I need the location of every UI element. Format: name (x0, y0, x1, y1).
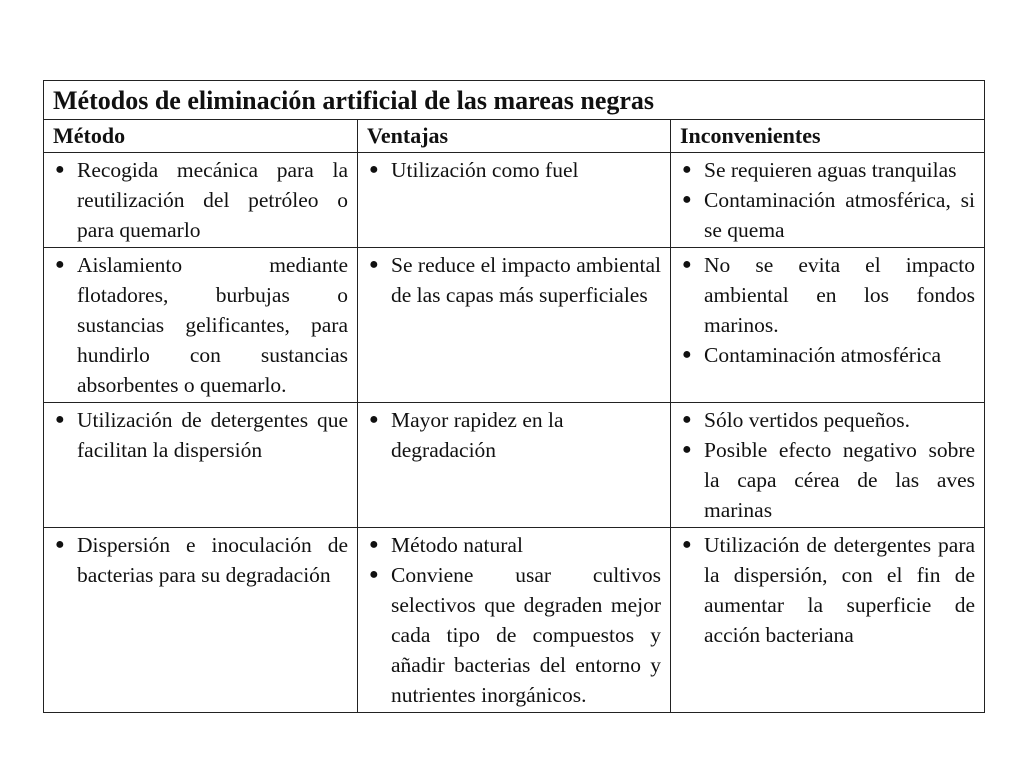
bullet-icon: ● (682, 411, 692, 428)
bullet-text: Utilización como fuel (391, 158, 579, 182)
title-row (44, 81, 985, 120)
table-title: Métodos de eliminación artificial de las mareas negras (44, 81, 985, 120)
bullet-icon: ● (55, 161, 65, 178)
bullet-text: Posible efecto negativo sobre la capa cérea de las aves marinas (704, 438, 976, 522)
table-row (44, 528, 985, 713)
list-item (680, 435, 975, 525)
bullet-icon: ● (369, 256, 379, 273)
list-item (680, 405, 975, 435)
bullet-text: Mayor rapidez en la degradación (391, 408, 564, 462)
bullet-text: Contaminación atmosférica, si se quema (704, 188, 976, 242)
list-item (53, 250, 348, 400)
list-item (53, 155, 348, 245)
bullet-icon: ● (369, 566, 379, 583)
table-row (44, 153, 985, 248)
list-item (680, 340, 975, 370)
bullet-text: Aislamiento mediante flotadores, burbujas o sustancias gelificantes, para hundirlo con sustancias absorbentes o quemarlo. (77, 253, 348, 397)
bullet-text: Dispersión e inoculación de bacterias para su degradación (77, 533, 348, 587)
cell-ventajas (358, 403, 671, 528)
bullet-icon: ● (369, 411, 379, 428)
list-item (367, 530, 661, 560)
bullet-icon: ● (682, 161, 692, 178)
cell-inconvenientes (671, 248, 985, 403)
header-row (44, 120, 985, 153)
cell-metodo (44, 528, 358, 713)
cell-ventajas (358, 248, 671, 403)
bullet-icon: ● (369, 161, 379, 178)
bullet-text: Conviene usar cultivos selectivos que degraden mejor cada tipo de compuestos y añadir bacterias del entorno y nutrientes inorgánicos. (391, 563, 661, 707)
list-item (367, 405, 661, 465)
list-item (680, 250, 975, 340)
bullet-icon: ● (55, 256, 65, 273)
bullet-icon: ● (682, 191, 692, 208)
cell-metodo (44, 248, 358, 403)
bullet-text: Se requieren aguas tranquilas (704, 158, 957, 182)
bullet-text: Utilización de detergentes que facilitan la dispersión (77, 408, 348, 462)
list-item (367, 155, 661, 185)
list-item (680, 530, 975, 650)
list-item (367, 560, 661, 710)
bullet-text: Se reduce el impacto ambiental de las capas más superficiales (391, 253, 661, 307)
cell-inconvenientes (671, 528, 985, 713)
methods-table (43, 80, 985, 713)
table-row (44, 403, 985, 528)
bullet-text: No se evita el impacto ambiental en los fondos marinos. (704, 253, 976, 337)
bullet-text: Utilización de detergentes para la dispersión, con el fin de aumentar la superficie de acción bacteriana (704, 533, 976, 647)
bullet-text: Recogida mecánica para la reutilización del petróleo o para quemarlo (77, 158, 348, 242)
bullet-icon: ● (682, 256, 692, 273)
bullet-icon: ● (682, 441, 692, 458)
bullet-text: Método natural (391, 533, 523, 557)
header-metodo: Método (44, 120, 358, 153)
bullet-text: Sólo vertidos pequeños. (704, 408, 911, 432)
header-ventajas: Ventajas (358, 120, 671, 153)
bullet-icon: ● (55, 411, 65, 428)
cell-metodo (44, 153, 358, 248)
list-item (680, 155, 975, 185)
cell-ventajas (358, 153, 671, 248)
bullet-icon: ● (682, 536, 692, 553)
bullet-icon: ● (369, 536, 379, 553)
cell-ventajas (358, 528, 671, 713)
bullet-icon: ● (55, 536, 65, 553)
list-item (680, 185, 975, 245)
cell-inconvenientes (671, 403, 985, 528)
list-item (53, 405, 348, 465)
cell-metodo (44, 403, 358, 528)
bullet-text: Contaminación atmosférica (704, 343, 942, 367)
bullet-icon: ● (682, 346, 692, 363)
table-row (44, 248, 985, 403)
list-item (53, 530, 348, 590)
header-inconvenientes: Inconvenientes (671, 120, 985, 153)
cell-inconvenientes (671, 153, 985, 248)
list-item (367, 250, 661, 310)
